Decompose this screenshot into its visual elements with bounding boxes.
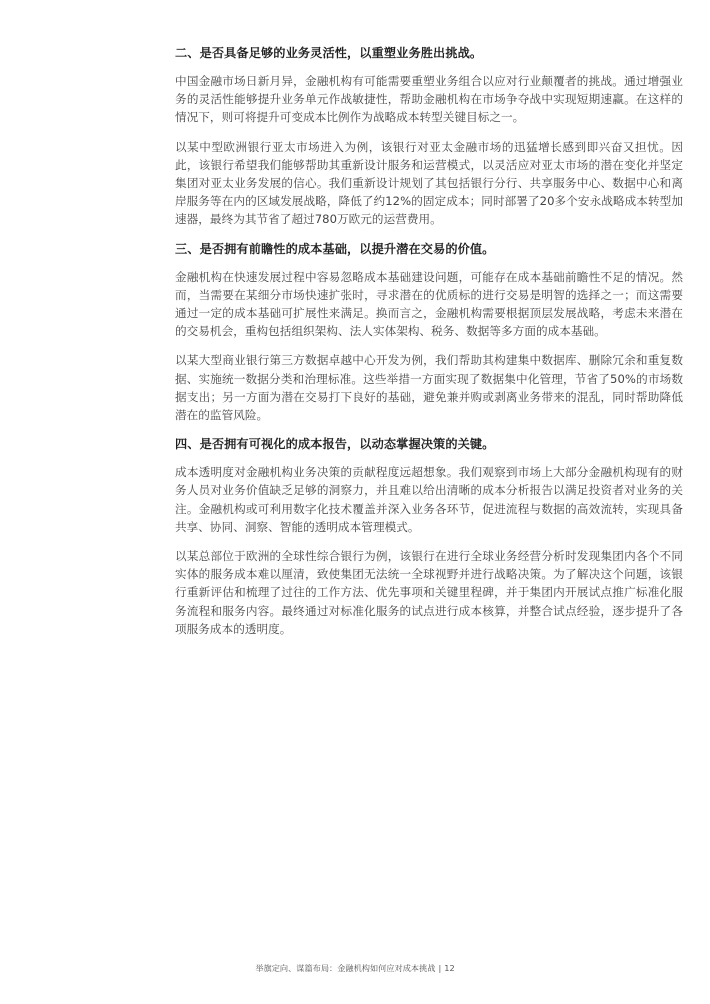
footer-title: 举旗定向、谋篇布局：金融机构如何应对成本挑战 <box>255 963 436 973</box>
paragraph: 以某中型欧洲银行亚太市场进入为例，该银行对亚太金融市场的迅猛增长感到即兴奋又担忧。因此，该银行希望我们能够帮助其重新设计服务和运营模式，以灵活应对亚太市场的潜在变化并坚定集团对亚太业务发展的信心。我们重新设计规划了其包括银行分行、共享服务中心、数据中心和离岸服务等在内的区域发展战略，降低了约12%的固定成本；同时部署了20多个安永战略成本转型加速器，最终为其节省了超过780万欧元的运营费用。 <box>175 139 683 227</box>
paragraph: 中国金融市场日新月异，金融机构有可能需要重塑业务组合以应对行业颠覆者的挑战。通过增强业务的灵活性能够提升业务单元作战敏捷性，帮助金融机构在市场争夺战中实现短期速赢。在这样的情况下，则可将提升可变成本比例作为战略成本转型关键目标之一。 <box>175 74 683 125</box>
section-heading: 二、是否具备足够的业务灵活性，以重塑业务胜出挑战。 <box>175 46 483 60</box>
paragraph: 以某大型商业银行第三方数据卓越中心开发为例，我们帮助其构建集中数据库、删除冗余和重复数据、实施统一数据分类和治理标准。这些举措一方面实现了数据集中化管理，节省了50%的市场数据支出；另一方面为潜在交易打下良好的基础，避免兼并购或剥离业务带来的混乱，同时帮助降低潜在的监管风险。 <box>175 353 683 423</box>
main-content <box>175 44 683 649</box>
section-heading: 四、是否拥有可视化的成本报告，以动态掌握决策的关键。 <box>175 437 495 452</box>
paragraph: 金融机构在快速发展过程中容易忽略成本基础建设问题，可能存在成本基础前瞻性不足的情况。然而，当需要在某细分市场快速扩张时，寻求潜在的优质标的进行交易是明智的选择之一；而这需要通过一定的成本基础可扩展性来满足。换而言之，金融机构需要根据顶层发展战略，考虑未来潜在的交易机会，重构包括组织架构、法人实体架构、税务、数据等多方面的成本基础。 <box>175 269 683 339</box>
section-cost-reporting <box>175 435 683 638</box>
section-business-flexibility <box>175 44 683 229</box>
page-number: 12 <box>444 963 455 973</box>
section-heading: 三、是否拥有前瞻性的成本基础，以提升潜在交易的价值。 <box>175 241 495 256</box>
page-footer <box>0 963 710 974</box>
paragraph: 以某总部位于欧洲的全球性综合银行为例，该银行在进行全球业务经营分析时发现集团内各个不同实体的服务成本难以厘清，致使集团无法统一全球视野并进行战略决策。为了解决这个问题，该银行重新评估和梳理了过往的工作方法、优先事项和关键里程碑，并于集团内开展试点推广标准化服务流程和服务内容。最终通过对标准化服务的试点进行成本核算，并整合试点经验，逐步提升了各项服务成本的透明度。 <box>175 549 683 636</box>
footer-separator: | <box>438 963 442 973</box>
paragraph: 成本透明度对金融机构业务决策的贡献程度远超想象。我们观察到市场上大部分金融机构现有的财务人员对业务价值缺乏足够的洞察力，并且难以给出清晰的成本分析报告以满足投资者对业务的关注。金融机构或可利用数字化技术覆盖并深入业务各环节，促进流程与数据的高效流转，实现具备共享、协同、洞察、智能的透明成本管理模式。 <box>175 465 683 534</box>
section-cost-base <box>175 240 683 425</box>
